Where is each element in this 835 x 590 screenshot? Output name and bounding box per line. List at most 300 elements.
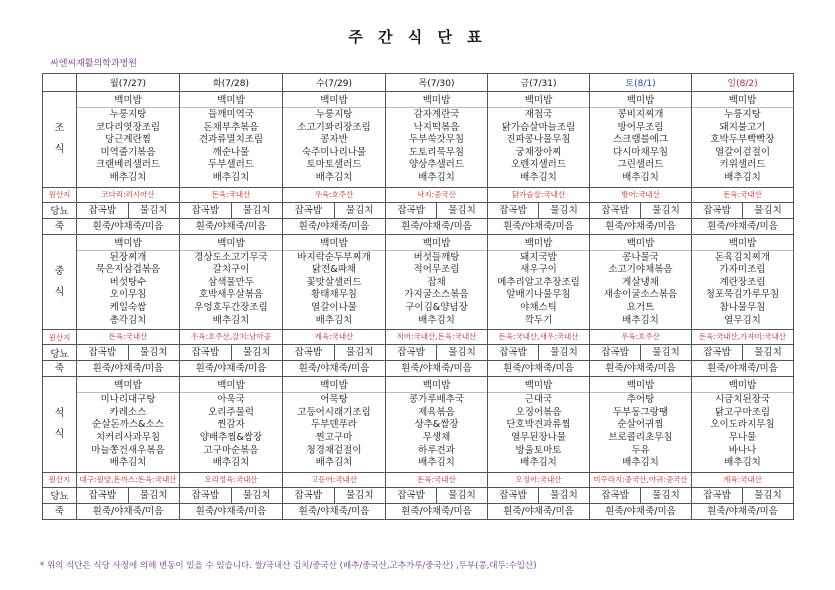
diabetic-cell bbox=[283, 202, 386, 218]
diabetic-item: 물김치 bbox=[754, 347, 782, 359]
rice-item: 백미밥 bbox=[283, 237, 385, 251]
diabetic-cell bbox=[488, 202, 590, 218]
diabetic-item: 물김치 bbox=[448, 347, 476, 359]
porridge-cell: 흰죽/야채죽/미음 bbox=[77, 218, 180, 234]
diabetic-cell bbox=[77, 487, 180, 503]
menu-item: 오렌지샐러드 bbox=[510, 159, 567, 171]
diabetic-label: 당뇨 bbox=[43, 202, 77, 218]
menu-item: 황태채무침 bbox=[311, 289, 357, 301]
diabetic-cell bbox=[180, 487, 283, 503]
diabetic-item: 물김치 bbox=[448, 204, 476, 216]
diabetic-item: 잡곡밥 bbox=[488, 345, 539, 360]
diabetic-items bbox=[590, 488, 691, 503]
menu-item: 두부동그랑땡 bbox=[612, 406, 669, 418]
diabetic-cell bbox=[283, 345, 386, 361]
porridge-cell: 흰죽/야채죽/미음 bbox=[692, 218, 794, 234]
rice-item: 백미밥 bbox=[488, 379, 589, 393]
menu-item: 추어탕 bbox=[626, 394, 655, 406]
porridge-cell: 흰죽/야채죽/미음 bbox=[180, 218, 283, 234]
diabetic-item: 물김치 bbox=[754, 489, 782, 501]
menu-item: 찐고구마 bbox=[315, 431, 353, 443]
diabetic-cell bbox=[488, 487, 590, 503]
rice-item: 백미밥 bbox=[590, 94, 691, 108]
menu-item: 두부덴푸라 bbox=[311, 419, 357, 431]
rice-item: 백미밥 bbox=[386, 94, 487, 108]
origin-cell: 대구:원양,돈까스:돈육:국내산 bbox=[77, 472, 180, 487]
menu-item: 숙주미나리나물 bbox=[301, 146, 367, 158]
breakfast-menu-cell bbox=[180, 92, 283, 188]
origin-cell: 방어:국내산 bbox=[590, 187, 692, 202]
menu-item: 새우구이 bbox=[520, 264, 557, 276]
diabetic-items bbox=[488, 203, 589, 218]
diabetic-item: 잡곡밥 bbox=[386, 345, 437, 360]
corner-cell bbox=[43, 74, 77, 92]
diabetic-item: 물김치 bbox=[652, 489, 680, 501]
porridge-cell: 흰죽/야채죽/미음 bbox=[692, 361, 794, 377]
porridge-label: 죽 bbox=[43, 503, 77, 519]
origin-cell: 돈육:국내산,새우:국내산 bbox=[488, 330, 590, 345]
menu-item: 가지굴소스볶음 bbox=[404, 289, 469, 301]
lunch-label-char: 중 bbox=[54, 265, 65, 277]
rice-item: 백미밥 bbox=[283, 379, 385, 393]
weekly-menu-table bbox=[42, 73, 794, 520]
diabetic-items bbox=[386, 488, 487, 503]
menu-item: 근대국 bbox=[524, 394, 553, 406]
menu-item: 버섯탕수 bbox=[109, 276, 147, 288]
menu-item: 경상도소고기무국 bbox=[194, 251, 268, 263]
menu-item: 열갈이나물 bbox=[311, 301, 357, 313]
origin-cell: 닭가슴살:국내산 bbox=[488, 187, 590, 202]
rice-item: 백미밥 bbox=[180, 94, 282, 108]
menu-item: 요거트 bbox=[626, 301, 655, 313]
menu-item: 코다리엿장조림 bbox=[95, 121, 161, 133]
breakfast-label-char: 식 bbox=[54, 144, 65, 156]
origin-cell: 돈육:국내산 bbox=[692, 187, 794, 202]
lunch-menu-cell bbox=[590, 234, 692, 330]
menu-item: 상추&쌈장 bbox=[414, 419, 459, 431]
rice-item: 백미밥 bbox=[692, 379, 793, 393]
rice-item: 백미밥 bbox=[590, 237, 691, 251]
diabetic-item: 잡곡밥 bbox=[77, 488, 129, 503]
porridge-label: 죽 bbox=[43, 218, 77, 234]
menu-item: 견과류멸치조림 bbox=[198, 134, 264, 146]
diabetic-cell bbox=[590, 487, 692, 503]
diabetic-item: 물김치 bbox=[242, 204, 271, 216]
porridge-cell: 흰죽/야채죽/미음 bbox=[77, 361, 180, 377]
menu-item: 묵은지삼겹볶음 bbox=[95, 264, 161, 276]
diabetic-item: 잡곡밥 bbox=[180, 345, 232, 360]
diabetic-items bbox=[386, 203, 487, 218]
diabetic-item: 잡곡밥 bbox=[692, 345, 743, 360]
porridge-cell: 흰죽/야채죽/미음 bbox=[386, 503, 488, 519]
menu-item: 콩자반 bbox=[320, 134, 348, 146]
rice-item: 백미밥 bbox=[180, 237, 282, 251]
menu-item: 오이무침 bbox=[109, 289, 147, 301]
menu-item: 양상추샐러드 bbox=[408, 159, 465, 171]
menu-item: 당근계란찜 bbox=[105, 134, 151, 146]
diabetic-item: 잡곡밥 bbox=[692, 203, 743, 218]
lunch-menu-cell bbox=[488, 234, 590, 330]
diabetic-item: 물김치 bbox=[754, 204, 782, 216]
menu-item: 배추김치 bbox=[315, 314, 353, 326]
diabetic-item: 물김치 bbox=[550, 347, 578, 359]
diabetic-item: 물김치 bbox=[242, 347, 271, 359]
lunch-menu-cell bbox=[283, 234, 386, 330]
menu-item: 배추김치 bbox=[315, 457, 353, 469]
rice-item: 백미밥 bbox=[488, 237, 589, 251]
diabetic-items bbox=[77, 488, 179, 503]
menu-item: 깍두기 bbox=[524, 314, 553, 326]
lunch-porridge-row bbox=[43, 361, 794, 377]
menu-item: 순살어귀찜 bbox=[617, 419, 664, 431]
menu-item: 닭고구마조림 bbox=[714, 406, 771, 418]
menu-item: 낙지떡볶음 bbox=[413, 121, 460, 133]
breakfast-porridge-row bbox=[43, 218, 794, 234]
breakfast-menu-cell bbox=[283, 92, 386, 188]
rice-item: 백미밥 bbox=[386, 237, 487, 251]
menu-item: 카레소스 bbox=[109, 406, 147, 418]
menu-item: 미역줄기볶음 bbox=[100, 146, 156, 158]
menu-item: 두유 bbox=[631, 444, 650, 456]
menu-item: 버섯들깨탕 bbox=[413, 251, 460, 263]
breakfast-label-char: 조 bbox=[54, 123, 65, 135]
origin-label: 원산지 bbox=[43, 330, 77, 345]
porridge-cell: 흰죽/야채죽/미음 bbox=[590, 503, 692, 519]
diabetic-item: 잡곡밥 bbox=[283, 488, 335, 503]
day-header: 금(7/31) bbox=[488, 74, 590, 92]
diabetic-item: 잡곡밥 bbox=[488, 203, 539, 218]
diabetic-item: 잡곡밥 bbox=[283, 345, 335, 360]
porridge-cell: 흰죽/야채죽/미음 bbox=[386, 218, 488, 234]
diabetic-items bbox=[488, 345, 589, 360]
diabetic-items bbox=[283, 488, 385, 503]
menu-item: 잡채 bbox=[427, 276, 446, 288]
diabetic-items bbox=[180, 488, 282, 503]
menu-item: 치커리사과무침 bbox=[95, 431, 161, 443]
dinner-porridge-row bbox=[43, 503, 794, 519]
menu-item: 아욱국 bbox=[217, 394, 245, 406]
menu-item: 배추김치 bbox=[212, 314, 250, 326]
porridge-cell: 흰죽/야채죽/미음 bbox=[488, 503, 590, 519]
menu-item: 닭전&파채 bbox=[311, 264, 357, 276]
diabetic-items bbox=[692, 488, 793, 503]
lunch-label bbox=[43, 234, 77, 330]
diabetic-items bbox=[77, 345, 179, 360]
day-header-saturday: 토(8/1) bbox=[590, 74, 692, 92]
porridge-cell: 흰죽/야채죽/미음 bbox=[180, 361, 283, 377]
menu-item: 참나물무침 bbox=[719, 301, 766, 313]
diabetic-items bbox=[180, 345, 282, 360]
diabetic-item: 물김치 bbox=[139, 347, 168, 359]
diabetic-item: 잡곡밥 bbox=[590, 203, 641, 218]
menu-item: 궁채장아찌 bbox=[515, 146, 562, 158]
diabetic-cell bbox=[180, 202, 283, 218]
porridge-cell: 흰죽/야채죽/미음 bbox=[590, 218, 692, 234]
day-header: 화(7/28) bbox=[180, 74, 283, 92]
breakfast-menu-cell bbox=[692, 92, 794, 188]
menu-item: 고등어시래기조림 bbox=[297, 406, 371, 418]
menu-item: 배추김치 bbox=[109, 171, 147, 183]
diabetic-label: 당뇨 bbox=[43, 345, 77, 361]
menu-item: 된장찌개 bbox=[109, 251, 147, 263]
origin-cell: 적어:국내산,돈육:국내산 bbox=[386, 330, 488, 345]
menu-item: 스크램블에그 bbox=[612, 134, 669, 146]
menu-item: 콩비지찌개 bbox=[617, 109, 664, 120]
menu-item: 무나물 bbox=[728, 431, 757, 443]
menu-item: 누룽지탕 bbox=[109, 109, 147, 120]
menu-item: 감자계란국 bbox=[413, 109, 460, 120]
menu-item: 오징어볶음 bbox=[515, 406, 562, 418]
menu-item: 계란장조림 bbox=[719, 276, 766, 288]
menu-item: 배추김치 bbox=[109, 457, 147, 469]
page-title: 주 간 식 단 표 bbox=[348, 28, 487, 46]
diabetic-items bbox=[386, 345, 487, 360]
origin-label: 원산지 bbox=[43, 187, 77, 202]
diabetic-item: 물김치 bbox=[448, 489, 476, 501]
menu-item: 시금치된장국 bbox=[714, 394, 771, 406]
menu-item: 두부샐러드 bbox=[208, 159, 254, 171]
porridge-cell: 흰죽/야채죽/미음 bbox=[283, 361, 386, 377]
diabetic-item: 잡곡밥 bbox=[77, 345, 129, 360]
menu-item: 게살냉채 bbox=[622, 276, 659, 288]
origin-cell: 돈육:국내산,가자미:국내산 bbox=[692, 330, 794, 345]
dinner-menu-cell bbox=[692, 377, 794, 473]
breakfast-origin-row bbox=[43, 187, 794, 202]
menu-item: 깨순나물 bbox=[212, 146, 250, 158]
porridge-cell: 흰죽/야채죽/미음 bbox=[386, 361, 488, 377]
menu-item: 배추김치 bbox=[212, 171, 250, 183]
origin-cell: 미꾸라지:중국산,아귀:중국산 bbox=[590, 472, 692, 487]
breakfast-menu-row bbox=[43, 92, 794, 188]
breakfast-menu-cell bbox=[386, 92, 488, 188]
menu-item: 다시마채무침 bbox=[612, 146, 669, 158]
diabetic-item: 물김치 bbox=[242, 489, 271, 501]
dinner-origin-row bbox=[43, 472, 794, 487]
porridge-cell: 흰죽/야채죽/미음 bbox=[77, 503, 180, 519]
diabetic-item: 물김치 bbox=[550, 204, 578, 216]
origin-cell: 코다리:러시아산 bbox=[77, 187, 180, 202]
menu-item: 알배기나물무침 bbox=[506, 289, 571, 301]
menu-item: 배추김치 bbox=[622, 171, 659, 183]
diabetic-item: 물김치 bbox=[550, 489, 578, 501]
day-header: 월(7/27) bbox=[77, 74, 180, 92]
menu-item: 도토리묵무침 bbox=[408, 146, 465, 158]
diabetic-item: 잡곡밥 bbox=[386, 488, 437, 503]
dinner-label bbox=[43, 377, 77, 473]
menu-item: 배추김치 bbox=[724, 457, 761, 469]
diabetic-cell bbox=[386, 202, 488, 218]
menu-item: 호박두부빡빡장 bbox=[710, 134, 775, 146]
diabetic-cell bbox=[283, 487, 386, 503]
menu-item: 배추김치 bbox=[418, 314, 455, 326]
lunch-menu-cell bbox=[180, 234, 283, 330]
dinner-menu-cell bbox=[77, 377, 180, 473]
lunch-menu-cell bbox=[77, 234, 180, 330]
lunch-diabetic-row bbox=[43, 345, 794, 361]
menu-item: 진파콩나물무침 bbox=[506, 134, 571, 146]
menu-item: 찐감자 bbox=[217, 419, 245, 431]
day-header-sunday: 일(8/2) bbox=[692, 74, 794, 92]
menu-item: 누룽지탕 bbox=[315, 109, 353, 120]
hospital-name: 씨엔씨재활의학과병원 bbox=[50, 59, 137, 69]
diabetic-cell bbox=[590, 345, 692, 361]
dinner-menu-cell bbox=[590, 377, 692, 473]
menu-item: 배추김치 bbox=[520, 171, 557, 183]
diabetic-items bbox=[590, 203, 691, 218]
diabetic-items bbox=[283, 203, 385, 218]
menu-item: 구이김&양념장 bbox=[405, 301, 468, 313]
menu-item: 순살돈까스&소스 bbox=[92, 419, 164, 431]
diabetic-item: 물김치 bbox=[139, 489, 168, 501]
diabetic-cell bbox=[180, 345, 283, 361]
diabetic-item: 잡곡밥 bbox=[77, 203, 129, 218]
lunch-menu-row bbox=[43, 234, 794, 330]
menu-item: 돼지불고기 bbox=[719, 121, 766, 133]
diabetic-items bbox=[692, 345, 793, 360]
menu-item: 배추김치 bbox=[622, 314, 659, 326]
diabetic-item: 잡곡밥 bbox=[283, 203, 335, 218]
rice-item: 백미밥 bbox=[488, 94, 589, 108]
diabetic-items bbox=[590, 345, 691, 360]
origin-cell: 돈육:국내산 bbox=[386, 472, 488, 487]
diabetic-item: 잡곡밥 bbox=[180, 488, 232, 503]
menu-item: 청경채겉절이 bbox=[306, 444, 362, 456]
origin-cell: 계육:국내산 bbox=[692, 472, 794, 487]
rice-item: 백미밥 bbox=[77, 379, 179, 393]
rice-item: 백미밥 bbox=[77, 237, 179, 251]
lunch-origin-row bbox=[43, 330, 794, 345]
day-header: 목(7/30) bbox=[386, 74, 488, 92]
menu-item: 우엉호두간장조림 bbox=[194, 301, 268, 313]
diabetic-cell bbox=[692, 487, 794, 503]
dinner-label-char: 석 bbox=[54, 408, 65, 420]
menu-item: 배추김치 bbox=[520, 457, 557, 469]
porridge-cell: 흰죽/야채죽/미음 bbox=[488, 218, 590, 234]
origin-cell: 돈육:국내산 bbox=[77, 330, 180, 345]
diabetic-item: 물김치 bbox=[345, 204, 374, 216]
menu-item: 삼색물만두 bbox=[208, 276, 254, 288]
menu-item: 청포묵김가루무침 bbox=[705, 289, 780, 301]
origin-cell: 오징어:국내산 bbox=[488, 472, 590, 487]
diabetic-items bbox=[77, 203, 179, 218]
menu-item: 돼지국밥 bbox=[520, 251, 557, 263]
menu-item: 호박새우살볶음 bbox=[198, 289, 264, 301]
diabetic-cell bbox=[386, 345, 488, 361]
menu-item: 돈채부추볶음 bbox=[203, 121, 259, 133]
porridge-cell: 흰죽/야채죽/미음 bbox=[590, 361, 692, 377]
diabetic-cell bbox=[488, 345, 590, 361]
diabetic-items bbox=[283, 345, 385, 360]
menu-item: 그린샐러드 bbox=[617, 159, 664, 171]
porridge-cell: 흰죽/야채죽/미음 bbox=[692, 503, 794, 519]
rice-item: 백미밥 bbox=[283, 94, 385, 108]
diabetic-cell bbox=[692, 202, 794, 218]
menu-item: 제육볶음 bbox=[418, 406, 455, 418]
menu-item: 바나나 bbox=[728, 444, 757, 456]
footnote: * 위의 식단은 식당 사정에 의해 변동이 있을 수 있습니다. 쌀/국내산 김치/중국산 (배추/중국산,고추가루/중국산) ,두부(콩,대두:수입산) bbox=[40, 561, 537, 571]
menu-item: 크랜베리샐러드 bbox=[95, 159, 161, 171]
rice-item: 백미밥 bbox=[77, 94, 179, 108]
diabetic-item: 물김치 bbox=[139, 204, 168, 216]
menu-item: 고구마순볶음 bbox=[203, 444, 259, 456]
diabetic-cell bbox=[590, 202, 692, 218]
diabetic-items bbox=[692, 203, 793, 218]
dinner-menu-cell bbox=[283, 377, 386, 473]
menu-item: 배추김치 bbox=[212, 457, 250, 469]
menu-item: 마늘쫑건새우볶음 bbox=[91, 444, 165, 456]
breakfast-menu-cell bbox=[488, 92, 590, 188]
menu-item: 키위샐러드 bbox=[719, 159, 766, 171]
diabetic-item: 잡곡밥 bbox=[488, 488, 539, 503]
breakfast-menu-cell bbox=[77, 92, 180, 188]
diabetic-item: 물김치 bbox=[652, 204, 680, 216]
diabetic-cell bbox=[77, 345, 180, 361]
menu-item: 적어무조림 bbox=[413, 264, 460, 276]
diabetic-items bbox=[488, 488, 589, 503]
rice-item: 백미밥 bbox=[386, 379, 487, 393]
menu-item: 열무김치 bbox=[724, 314, 761, 326]
menu-item: 방울토마토 bbox=[515, 444, 562, 456]
menu-item: 배추김치 bbox=[724, 171, 761, 183]
diabetic-items bbox=[180, 203, 282, 218]
menu-item: 무생채 bbox=[422, 431, 451, 443]
origin-cell: 낙지:중국산 bbox=[386, 187, 488, 202]
day-header: 수(7/29) bbox=[283, 74, 386, 92]
menu-item: 총각김치 bbox=[109, 314, 147, 326]
menu-item: 재첩국 bbox=[524, 109, 553, 120]
menu-item: 소고기야채볶음 bbox=[608, 264, 673, 276]
menu-item: 소고기꽈리장조림 bbox=[297, 121, 371, 133]
lunch-menu-cell bbox=[386, 234, 488, 330]
menu-item: 꽃맛살샐러드 bbox=[306, 276, 362, 288]
breakfast-menu-cell bbox=[590, 92, 692, 188]
origin-cell: 돈육:국내산 bbox=[180, 187, 283, 202]
menu-item: 야채스틱 bbox=[520, 301, 557, 313]
diabetic-item: 잡곡밥 bbox=[590, 345, 641, 360]
diabetic-item: 잡곡밥 bbox=[590, 488, 641, 503]
dinner-menu-cell bbox=[488, 377, 590, 473]
diabetic-item: 잡곡밥 bbox=[180, 203, 232, 218]
dinner-menu-cell bbox=[180, 377, 283, 473]
menu-item: 배추김치 bbox=[315, 171, 353, 183]
menu-item: 하루견과 bbox=[418, 444, 455, 456]
origin-cell: 오리정육:국내산 bbox=[180, 472, 283, 487]
menu-item: 배추김치 bbox=[418, 171, 455, 183]
rice-item: 백미밥 bbox=[590, 379, 691, 393]
menu-item: 두부쑥갓무침 bbox=[408, 134, 465, 146]
porridge-label: 죽 bbox=[43, 361, 77, 377]
diabetic-cell bbox=[692, 345, 794, 361]
origin-label: 원산지 bbox=[43, 472, 77, 487]
menu-item: 토마토샐러드 bbox=[306, 159, 362, 171]
porridge-cell: 흰죽/야채죽/미음 bbox=[283, 218, 386, 234]
menu-item: 콩가루배추국 bbox=[408, 394, 465, 406]
menu-item: 들깨미역국 bbox=[208, 109, 254, 120]
diabetic-cell bbox=[77, 202, 180, 218]
origin-cell: 계육:국내산 bbox=[283, 330, 386, 345]
diabetic-item: 물김치 bbox=[345, 347, 374, 359]
breakfast-label bbox=[43, 92, 77, 188]
menu-item: 양배추찜&쌈장 bbox=[199, 431, 263, 443]
menu-item: 콩나물국 bbox=[622, 251, 659, 263]
diabetic-item: 잡곡밥 bbox=[692, 488, 743, 503]
menu-item: 배추김치 bbox=[622, 457, 659, 469]
menu-item: 바지락순두부찌개 bbox=[297, 251, 371, 263]
day-header-row bbox=[43, 74, 794, 92]
menu-item: 메추리알고추장조림 bbox=[497, 276, 580, 288]
porridge-cell: 흰죽/야채죽/미음 bbox=[488, 361, 590, 377]
menu-item: 돈육김치찌개 bbox=[714, 251, 771, 263]
